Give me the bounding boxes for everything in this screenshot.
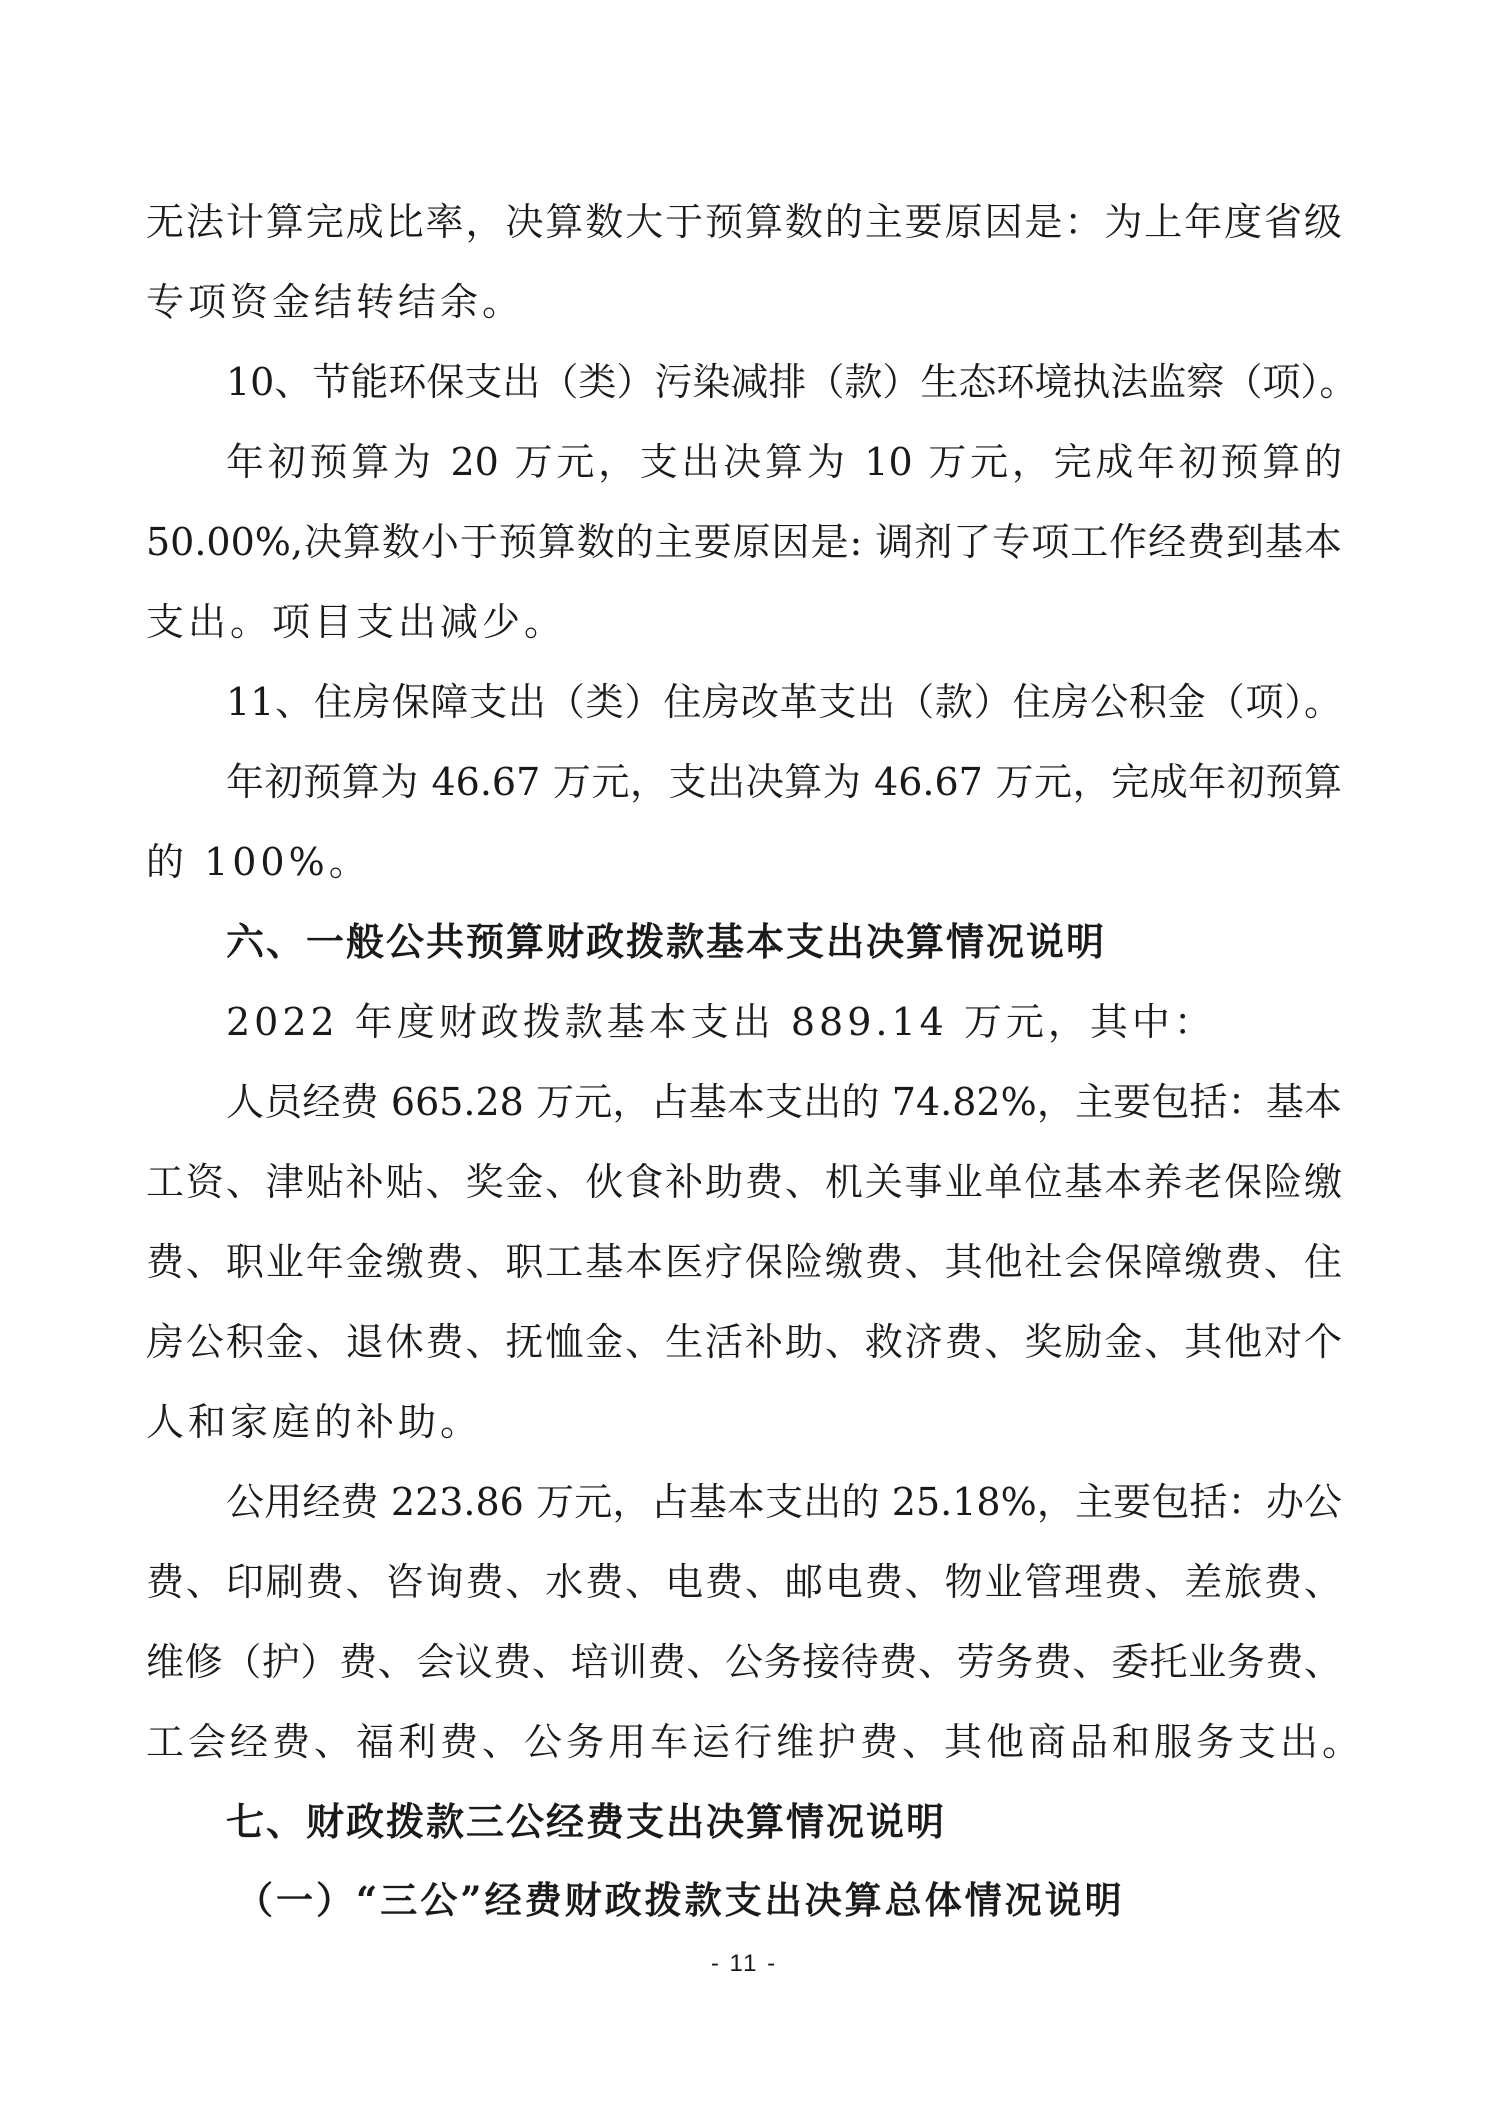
paragraph-line: 专项资金结转结余。: [146, 280, 525, 324]
item-heading-line: 11、住房保障支出（类）住房改革支出（款）住房公积金（项）。: [226, 680, 1342, 724]
paragraph-line: 房公积金、退休费、抚恤金、生活补助、救济费、奖励金、其他对个: [146, 1320, 1342, 1364]
paragraph-line: 50.00%,决算数小于预算数的主要原因是: 调剂了专项工作经费到基本: [146, 520, 1342, 564]
section-heading: 六、一般公共预算财政拨款基本支出决算情况说明: [226, 920, 1107, 964]
paragraph-line: 费、职业年金缴费、职工基本医疗保险缴费、其他社会保障缴费、住: [146, 1240, 1342, 1284]
paragraph-line: 维修（护）费、会议费、培训费、公务接待费、劳务费、委托业务费、: [146, 1640, 1342, 1684]
section-heading: 七、财政拨款三公经费支出决算情况说明: [226, 1800, 947, 1844]
item-heading-line: 10、节能环保支出（类）污染减排（款）生态环境执法监察（项）。: [226, 360, 1358, 404]
paragraph-line: 的 100%。: [146, 840, 371, 884]
paragraph-line: 人和家庭的补助。: [146, 1400, 483, 1444]
page-number: - 11 -: [710, 1950, 778, 1977]
paragraph-line: 工会经费、福利费、公务用车运行维护费、其他商品和服务支出。: [146, 1720, 1365, 1764]
paragraph-line: 费、印刷费、咨询费、水费、电费、邮电费、物业管理费、差旅费、: [146, 1560, 1342, 1604]
subsection-heading: （一）“三公”经费财政拨款支出决算总体情况说明: [236, 1878, 1125, 1922]
paragraph-line: 支出。项目支出减少。: [146, 600, 567, 644]
paragraph-line: 工资、津贴补贴、奖金、伙食补助费、机关事业单位基本养老保险缴: [146, 1160, 1342, 1204]
paragraph-line: 无法计算完成比率，决算数大于预算数的主要原因是：为上年度省级: [146, 200, 1342, 244]
paragraph-line: 人员经费 665.28 万元，占基本支出的 74.82%，主要包括：基本: [226, 1080, 1342, 1124]
paragraph-line: 公用经费 223.86 万元，占基本支出的 25.18%，主要包括：办公: [226, 1480, 1342, 1524]
paragraph-line: 年初预算为 20 万元，支出决算为 10 万元，完成年初预算的: [226, 440, 1342, 484]
paragraph-line: 2022 年度财政拨款基本支出 889.14 万元，其中：: [226, 1000, 1216, 1044]
paragraph-line: 年初预算为 46.67 万元，支出决算为 46.67 万元，完成年初预算: [226, 760, 1342, 804]
